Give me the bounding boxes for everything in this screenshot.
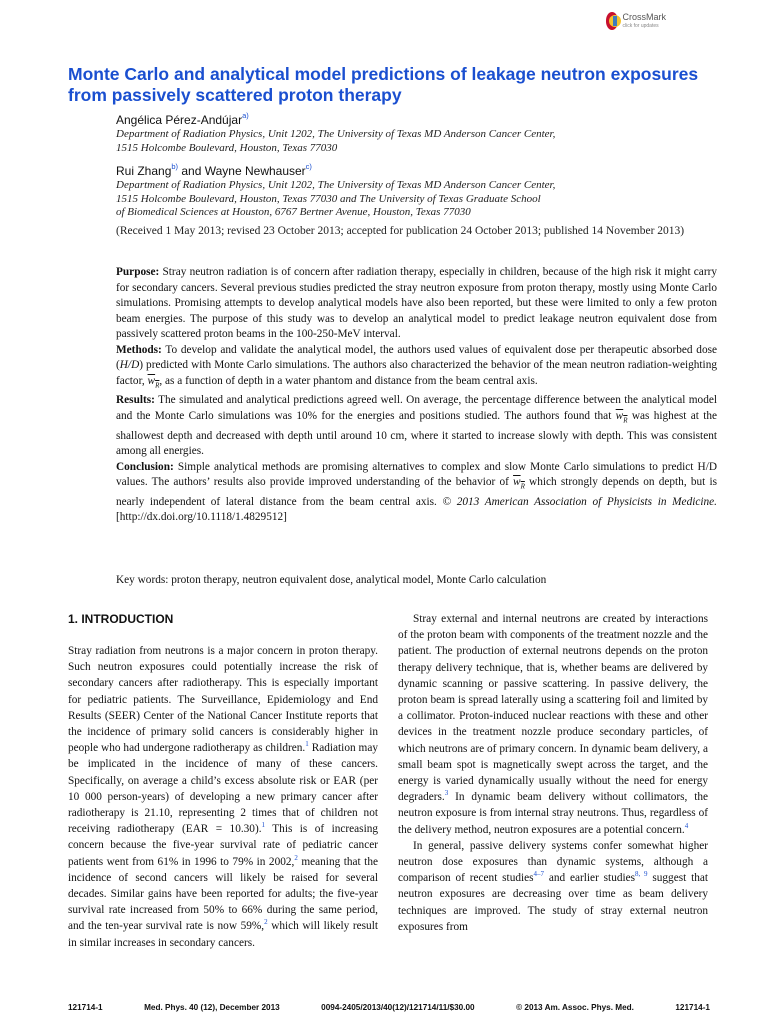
doi-link[interactable]: [http://dx.doi.org/10.1118/1.4829512] — [116, 511, 287, 524]
wr-symbol: $w_R$ — [615, 409, 628, 424]
affiliation-1 — [116, 128, 726, 155]
journal-citation: Med. Phys. 40 (12), December 2013 — [144, 1003, 280, 1012]
results-text: was highest at the shallowest depth and decreased with depth until around 10 cm, where it started to increase slowly with depth. This was consistent among all energies. — [116, 409, 717, 457]
issn-price: 0094-2405/2013/40(12)/121714/11/$30.00 — [321, 1003, 475, 1012]
reference-link[interactable]: 8, 9 — [635, 870, 648, 879]
footer-copyright: © 2013 Am. Assoc. Phys. Med. — [516, 1003, 634, 1012]
body-column-right — [398, 611, 708, 935]
affiliation-line: 1515 Holcombe Boulevard, Houston, Texas 77030 and The University of Texas Graduate School — [116, 192, 541, 205]
wr-symbol: $w_R$ — [513, 476, 525, 491]
author-line-2 — [116, 164, 312, 178]
purpose-text: Stray neutron radiation is of concern after radiation therapy, especially in children, because of the high risk it might carry for secondary cancers. Several previous studies predicted the stray neutron exposure from proton therapy, mostly using Monte Carlo simulations. Promising attempts to develop analytical models have also been reported, but these were limited to only a few proton beam energies. The purpose of this study was to develop an analytical model to predict leakage neutron equivalent dose from passively scattered proton beams in the 100-250-MeV interval. — [116, 266, 717, 340]
hd-symbol: H/D — [119, 359, 140, 371]
results-text: The simulated and analytical predictions agreed well. On average, the percentage difference between the analytical model and the Monte Carlo simulations was 10% for the energies and positions studied. The authors found that — [116, 394, 717, 422]
reference-link[interactable]: 2 — [264, 918, 268, 927]
affiliation-line: 1515 Holcombe Boulevard, Houston, Texas 77030 — [116, 141, 338, 154]
affiliation-line: of Biomedical Sciences at Houston, 6767 Bertner Avenue, Houston, Texas 77030 — [116, 206, 471, 218]
crossmark-badge[interactable] — [606, 8, 666, 34]
results-label: Results: — [116, 394, 155, 407]
page-number-left: 121714-1 — [68, 1003, 103, 1012]
section-heading-introduction: 1. INTRODUCTION — [68, 612, 174, 626]
abstract-methods — [116, 343, 717, 394]
affiliation-2 — [116, 179, 726, 220]
body-paragraph: Stray radiation from neutrons is a major concern in proton therapy. Such neutron exposures could potentially increase the risk of secondary cancers after radiotherapy. This is especially important for pediatric patients. The Surveillance, Epidemiology and End Results (SEER) Center of the National Cancer Institute reports that the incidence of primary solid cancers is considerably higher in people who had undergone radiotherapy as children.$^1$ Radiation may be implicated in the incidence of many of these cancers. Specifically, on average a child’s excess absolute risk or EAR (per 10 000 person-years) of developing a new primary cancer after radiotherapy is 21.10, representing 2 times that of children not receiving radiotherapy (EAR = 10.30).$^1$ This is of increasing concern because the five-year survival rate of pediatric cancer patients went from 61% in 1996 to 79% in 2002,$^2$ meaning that the incidence of second cancers will likely be raised for several decades. Similar gains have been reported for adults; the five-year survival rate increased from 50% to 66% during the same period, and the ten-year survival rate is now 59%,$^2$ which will likely result in similar increases in secondary cancers. — [68, 645, 378, 949]
conclusion-label: Conclusion: — [116, 460, 174, 473]
crossmark-brand: CrossMark — [622, 12, 666, 22]
author-affiliation-mark[interactable]: c) — [305, 162, 312, 171]
crossmark-logo-icon — [606, 12, 618, 30]
wr-symbol: $w_R$ — [147, 374, 160, 389]
reference-link[interactable]: 2 — [294, 853, 298, 862]
abstract-copyright: © 2013 American Association of Physicists in Medicine. — [442, 495, 717, 508]
conclusion-text: Simple analytical methods are promising alternatives to complex and slow Monte Carlo simulations to predict H/D values. The authors’ results also provide improved understanding of the behavior of — [116, 460, 717, 488]
methods-text: , as a function of depth in a water phantom and distance from the beam central axis. — [159, 374, 538, 387]
author-name: Rui Zhang — [116, 164, 172, 178]
reference-link[interactable]: 4–7 — [533, 870, 545, 879]
article-title: Monte Carlo and analytical model predictions of leakage neutron exposures from passively scattered proton therapy — [68, 64, 699, 105]
crossmark-subtitle: click for updates — [622, 23, 659, 29]
reference-link[interactable]: 3 — [444, 789, 449, 798]
page-footer — [68, 1003, 710, 1012]
reference-link[interactable]: 4 — [684, 821, 689, 830]
author-line-1 — [116, 113, 249, 127]
body-paragraph: Stray external and internal neutrons are created by interactions of the proton beam with components of the treatment nozzle and the patient. The production of external neutrons depends on the proton therapy delivery technique, that is, whether beams are delivered by dynamic scanning or passive scattering. In passive delivery, the proton beam is spread laterally using a scattering foil and limited by a collimator. Proton-induced nuclear reactions with these and other devices in the treatment nozzle produce secondary particles, of which neutrons are of primary concern. In dynamic beam delivery, a small beam spot is magnetically swept across the target, and the energy is varied dynamically usually without the need for energy degraders.$^3$ In dynamic beam delivery without collimators, the neutron exposure is from internal stray neutrons. Thus, regardless of the delivery method, neutron exposures are a potential concern.$^4$ — [398, 613, 708, 836]
received-dates: (Received 1 May 2013; revised 23 October 2013; accepted for publication 24 October 2013; published 14 November 2013) — [116, 225, 685, 237]
purpose-label: Purpose: — [116, 266, 160, 278]
reference-link[interactable]: 1 — [261, 821, 266, 830]
conclusion-text: which strongly depends on depth, but is nearly independent of lateral distance from the beam central axis. — [116, 476, 717, 508]
abstract-results — [116, 393, 717, 459]
author-name: Angélica Pérez-Andújar — [116, 113, 243, 127]
author-affiliation-mark[interactable]: a) — [242, 111, 249, 120]
methods-text: ) predicted with Monte Carlo simulations. The authors also characterized the behavior of the mean neutron radiation-weighting factor, — [116, 359, 717, 387]
abstract — [116, 265, 717, 526]
body-paragraph: In general, passive delivery systems confer somewhat higher neutron dose exposures than dynamic systems, although a comparison of recent studies$^{4-7}$ and earlier studies$^{8, 9}$ suggest that neutron exposures are decreasing over time as beam delivery techniques are improved. The study of stray external neutron exposures from — [398, 839, 709, 933]
affiliation-line: Department of Radiation Physics, Unit 1202, The University of Texas MD Anderson Cancer Center, — [116, 128, 556, 140]
affiliation-line: Department of Radiation Physics, Unit 1202, The University of Texas MD Anderson Cancer Center, — [116, 179, 556, 191]
methods-text: To develop and validate the analytical model, the authors used values of equivalent dose per therapeutic absorbed dose ( — [116, 343, 717, 371]
body-column-left — [68, 643, 378, 951]
keywords: Key words: proton therapy, neutron equivalent dose, analytical model, Monte Carlo calculation — [116, 574, 547, 586]
abstract-conclusion — [116, 460, 717, 526]
abstract-purpose — [116, 265, 717, 343]
reference-link[interactable]: 1 — [305, 740, 309, 749]
author-affiliation-mark[interactable]: b) — [171, 162, 179, 171]
author-name: and Wayne Newhauser — [178, 164, 306, 178]
page-number-right: 121714-1 — [675, 1003, 710, 1012]
methods-label: Methods: — [116, 343, 162, 356]
